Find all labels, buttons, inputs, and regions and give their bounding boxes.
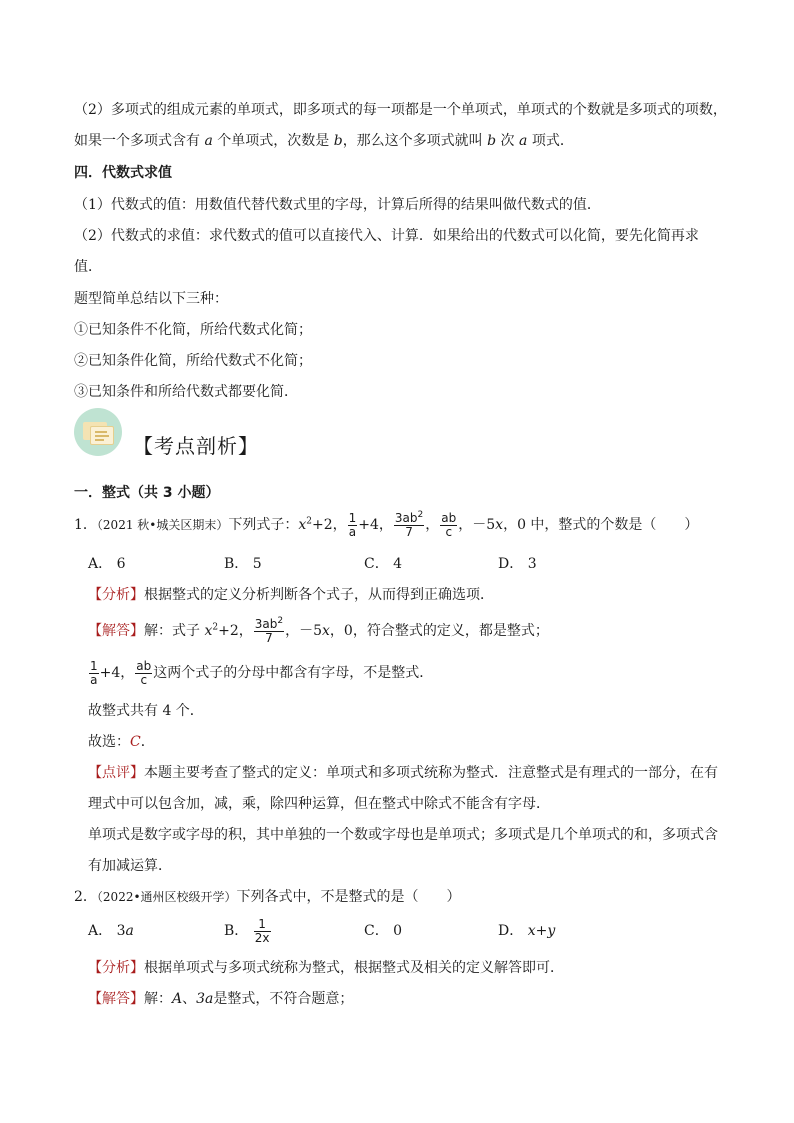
comment-line: 【点评】本题主要考查了整式的定义：单项式和多项式统称为整式．注意整式是有理式的一部分，在有 — [88, 765, 718, 781]
section-paragraph: （1）代数式的值：用数值代替代数式里的字母，计算后所得的结果叫做代数式的值． — [74, 197, 601, 213]
part-heading: 一．整式（共 3 小题） — [74, 485, 220, 501]
comment-line: 理式中可以包含加，减，乘，除四种运算，但在整式中除式不能含有字母． — [88, 796, 550, 812]
option-c: C． 4 — [364, 556, 403, 572]
section-heading: 四．代数式求值 — [74, 165, 172, 181]
answer-line: 【解答】解：式子 $x^2+2$， $\frac{3ab^2}{7}$ ，－5x，0，符合整式的定义，都是整式； — [88, 615, 549, 645]
answer-count: 故整式共有 4 个． — [88, 703, 204, 719]
list-item: ②已知条件化简，所给代数式不化简； — [74, 353, 312, 369]
option-a: A． 6 — [88, 556, 126, 572]
comment-line: 单项式是数字或字母的积，其中单独的一个数或字母也是单项式；多项式是几个单项式的和，多项式含 — [88, 827, 718, 843]
fraction: $\frac{1}{a}$ — [348, 510, 357, 539]
intro-paragraph-line2: 如果一个多项式含有 a 个单项式，次数是 b，那么这个多项式就叫 b 次 a 项式． — [74, 133, 574, 149]
option-a: A． 3a — [88, 923, 134, 939]
fraction: $\frac{1}{2x}$ — [254, 916, 270, 945]
summary-text: 题型简单总结以下三种： — [74, 291, 228, 307]
option-b: B． 5 — [224, 556, 262, 572]
answer-line: 【解答】解：A、3a是整式，不符合题意； — [88, 991, 354, 1007]
answer-line: $\frac{1}{a}$ +4， $\frac{ab}{c}$ 这两个式子的分母中都含有字母，不是整式． — [90, 658, 434, 687]
fraction: $\frac{3ab^2}{7}$ — [254, 615, 284, 645]
option-b: B． $\frac{1}{2x}$ — [224, 916, 270, 945]
section-paragraph: 值． — [74, 259, 102, 275]
list-item: ①已知条件不化简，所给代数式化简； — [74, 322, 312, 338]
notebook-icon — [74, 408, 122, 456]
list-item: ③已知条件和所给代数式都要化简． — [74, 384, 298, 400]
comment-line: 有加减运算． — [88, 858, 172, 874]
fraction: $\frac{ab}{c}$ — [441, 510, 457, 539]
option-d: D． 3 — [498, 556, 537, 572]
analysis-line: 【分析】根据整式的定义分析判断各个式子，从而得到正确选项． — [88, 587, 494, 603]
question-1-stem: 1．（2021 秋•城关区期末）下列式子：$x^2+2$， $\frac{1}{a}$ +4， $\frac{3ab^2}{7}$ ， $\frac{ab}{c}$ ，－5x，0 中，整式的个数是（ ） — [74, 509, 699, 539]
question-2-stem: 2．（2022•通州区校级开学）下列各式中，不是整式的是（ ） — [74, 889, 461, 905]
answer-choice: 故选：C． — [88, 734, 155, 750]
fraction: $\frac{1}{a}$ — [90, 658, 98, 687]
fraction: $\frac{ab}{c}$ — [136, 658, 152, 687]
section-title: 【考点剖析】 — [133, 434, 259, 458]
fraction: $\frac{3ab^2}{7}$ — [394, 509, 424, 539]
intro-paragraph-line1: （2）多项式的组成元素的单项式，即多项式的每一项都是一个单项式，单项式的个数就是多项式的项数， — [74, 102, 727, 118]
option-c: C． 0 — [364, 923, 403, 939]
analysis-line: 【分析】根据单项式与多项式统称为整式，根据整式及相关的定义解答即可． — [88, 960, 564, 976]
option-d: D． x+y — [498, 923, 556, 939]
section-paragraph: （2）代数式的求值：求代数式的值可以直接代入、计算．如果给出的代数式可以化简，要先化简再求 — [74, 228, 699, 244]
